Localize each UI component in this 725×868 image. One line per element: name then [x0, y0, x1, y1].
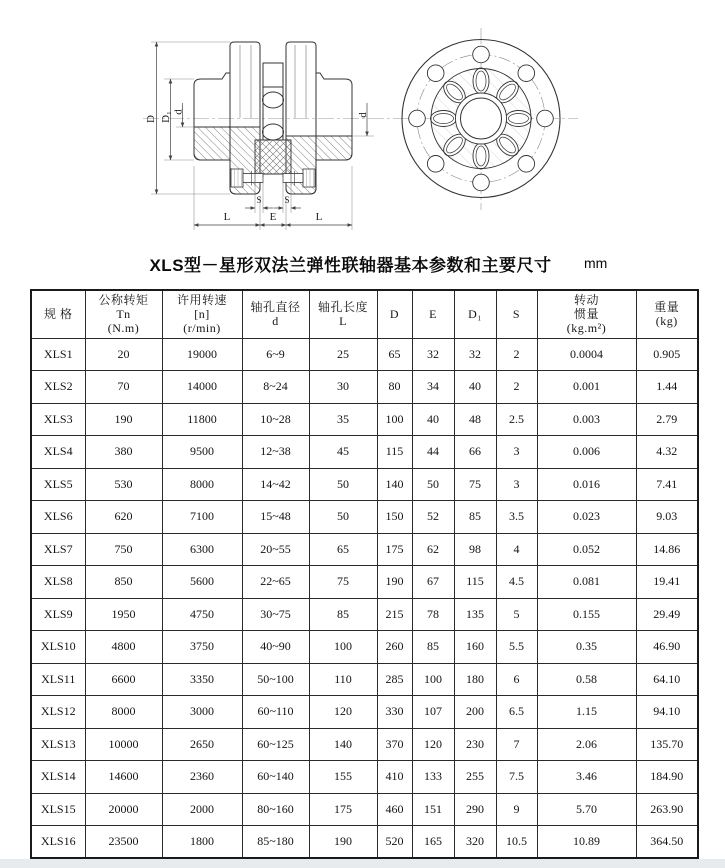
- value-cell: 85: [454, 501, 496, 534]
- dim-label-S-right: S: [284, 195, 290, 205]
- value-cell: 5600: [162, 566, 242, 599]
- value-cell: 100: [412, 663, 454, 696]
- value-cell: 6300: [162, 533, 242, 566]
- table-row: [31, 468, 698, 501]
- header-cell: 规 格: [31, 290, 85, 338]
- value-cell: 115: [377, 436, 412, 469]
- table-row: [31, 663, 698, 696]
- value-cell: 530: [85, 468, 162, 501]
- value-cell: 29.49: [636, 598, 698, 631]
- model-cell: XLS2: [31, 371, 85, 404]
- value-cell: 4750: [162, 598, 242, 631]
- value-cell: 2360: [162, 761, 242, 794]
- dim-label-D: D: [145, 115, 157, 123]
- model-cell: XLS16: [31, 826, 85, 859]
- value-cell: 50~100: [242, 663, 309, 696]
- value-cell: 0.0004: [537, 338, 636, 371]
- value-cell: 11800: [162, 403, 242, 436]
- value-cell: 3: [496, 436, 537, 469]
- value-cell: 165: [412, 826, 454, 859]
- spec-table: [30, 289, 699, 859]
- value-cell: 85~180: [242, 826, 309, 859]
- value-cell: 1800: [162, 826, 242, 859]
- value-cell: 80: [377, 371, 412, 404]
- table-row: [31, 696, 698, 729]
- value-cell: 10.89: [537, 826, 636, 859]
- value-cell: 9.03: [636, 501, 698, 534]
- value-cell: 0.006: [537, 436, 636, 469]
- table-row: [31, 793, 698, 826]
- value-cell: 215: [377, 598, 412, 631]
- value-cell: 65: [309, 533, 377, 566]
- table-row: [31, 533, 698, 566]
- value-cell: 2.06: [537, 728, 636, 761]
- header-cell: 许用转速 [n] (r/min): [162, 290, 242, 338]
- value-cell: 184.90: [636, 761, 698, 794]
- model-cell: XLS13: [31, 728, 85, 761]
- value-cell: 19.41: [636, 566, 698, 599]
- value-cell: 285: [377, 663, 412, 696]
- value-cell: 98: [454, 533, 496, 566]
- value-cell: 3750: [162, 631, 242, 664]
- table-row: [31, 761, 698, 794]
- value-cell: 110: [309, 663, 377, 696]
- header-cell: S: [496, 290, 537, 338]
- model-cell: XLS14: [31, 761, 85, 794]
- value-cell: 32: [454, 338, 496, 371]
- header-cell: 转动 惯量 (kg.m²): [537, 290, 636, 338]
- value-cell: 155: [309, 761, 377, 794]
- value-cell: 70: [85, 371, 162, 404]
- value-cell: 4.5: [496, 566, 537, 599]
- value-cell: 19000: [162, 338, 242, 371]
- value-cell: 32: [412, 338, 454, 371]
- value-cell: 7.5: [496, 761, 537, 794]
- value-cell: 4800: [85, 631, 162, 664]
- spec-table-body: [31, 338, 698, 858]
- model-cell: XLS3: [31, 403, 85, 436]
- value-cell: 370: [377, 728, 412, 761]
- value-cell: 75: [309, 566, 377, 599]
- value-cell: 133: [412, 761, 454, 794]
- value-cell: 175: [309, 793, 377, 826]
- value-cell: 25: [309, 338, 377, 371]
- value-cell: 40: [412, 403, 454, 436]
- value-cell: 46.90: [636, 631, 698, 664]
- value-cell: 0.003: [537, 403, 636, 436]
- header-cell: 公称转矩 Tn (N.m): [85, 290, 162, 338]
- dim-label-S-left: S: [256, 195, 262, 205]
- value-cell: 460: [377, 793, 412, 826]
- value-cell: 14.86: [636, 533, 698, 566]
- value-cell: 320: [454, 826, 496, 859]
- page-bottom-strip: [0, 859, 725, 868]
- value-cell: 2.5: [496, 403, 537, 436]
- value-cell: 62: [412, 533, 454, 566]
- value-cell: 0.001: [537, 371, 636, 404]
- value-cell: 94.10: [636, 696, 698, 729]
- dim-label-L-right: L: [315, 211, 323, 223]
- value-cell: 120: [412, 728, 454, 761]
- value-cell: 290: [454, 793, 496, 826]
- value-cell: 255: [454, 761, 496, 794]
- unit-label: mm: [584, 255, 608, 271]
- value-cell: 22~65: [242, 566, 309, 599]
- value-cell: 0.58: [537, 663, 636, 696]
- value-cell: 0.023: [537, 501, 636, 534]
- value-cell: 8~24: [242, 371, 309, 404]
- value-cell: 35: [309, 403, 377, 436]
- center-bore: [461, 98, 502, 139]
- table-row: [31, 436, 698, 469]
- value-cell: 15~48: [242, 501, 309, 534]
- model-cell: XLS6: [31, 501, 85, 534]
- value-cell: 50: [412, 468, 454, 501]
- value-cell: 620: [85, 501, 162, 534]
- value-cell: 100: [377, 403, 412, 436]
- header-cell: 轴孔长度 L: [309, 290, 377, 338]
- value-cell: 3: [496, 468, 537, 501]
- model-cell: XLS9: [31, 598, 85, 631]
- value-cell: 3350: [162, 663, 242, 696]
- value-cell: 7: [496, 728, 537, 761]
- dim-label-d-right: d: [357, 112, 369, 118]
- value-cell: 40: [454, 371, 496, 404]
- value-cell: 30~75: [242, 598, 309, 631]
- value-cell: 10.5: [496, 826, 537, 859]
- value-cell: 0.016: [537, 468, 636, 501]
- dimension-lines: [157, 42, 368, 225]
- table-row: [31, 631, 698, 664]
- table-row: [31, 371, 698, 404]
- front-view: [402, 28, 560, 210]
- value-cell: 1.44: [636, 371, 698, 404]
- value-cell: 20: [85, 338, 162, 371]
- value-cell: 10~28: [242, 403, 309, 436]
- value-cell: 3000: [162, 696, 242, 729]
- header-cell: 轴孔直径 d: [242, 290, 309, 338]
- value-cell: 14000: [162, 371, 242, 404]
- value-cell: 23500: [85, 826, 162, 859]
- value-cell: 100: [309, 631, 377, 664]
- value-cell: 10000: [85, 728, 162, 761]
- value-cell: 115: [454, 566, 496, 599]
- value-cell: 2: [496, 371, 537, 404]
- value-cell: 260: [377, 631, 412, 664]
- header-cell: D: [377, 290, 412, 338]
- header-cell: 重量 (kg): [636, 290, 698, 338]
- value-cell: 52: [412, 501, 454, 534]
- value-cell: 0.35: [537, 631, 636, 664]
- value-cell: 66: [454, 436, 496, 469]
- value-cell: 2.79: [636, 403, 698, 436]
- title-row: [0, 251, 725, 276]
- value-cell: 6600: [85, 663, 162, 696]
- coupling-technical-drawing: [0, 0, 725, 248]
- model-cell: XLS1: [31, 338, 85, 371]
- value-cell: 135.70: [636, 728, 698, 761]
- value-cell: 48: [454, 403, 496, 436]
- value-cell: 135: [454, 598, 496, 631]
- model-cell: XLS7: [31, 533, 85, 566]
- value-cell: 3.5: [496, 501, 537, 534]
- value-cell: 2: [496, 338, 537, 371]
- value-cell: 150: [377, 501, 412, 534]
- value-cell: 850: [85, 566, 162, 599]
- dim-label-E: E: [269, 211, 277, 223]
- table-row: [31, 566, 698, 599]
- value-cell: 5.5: [496, 631, 537, 664]
- value-cell: 85: [412, 631, 454, 664]
- value-cell: 14600: [85, 761, 162, 794]
- value-cell: 75: [454, 468, 496, 501]
- value-cell: 14~42: [242, 468, 309, 501]
- value-cell: 7.41: [636, 468, 698, 501]
- header-cell: D₁: [454, 290, 496, 338]
- value-cell: 12~38: [242, 436, 309, 469]
- value-cell: 6~9: [242, 338, 309, 371]
- value-cell: 44: [412, 436, 454, 469]
- value-cell: 410: [377, 761, 412, 794]
- value-cell: 330: [377, 696, 412, 729]
- value-cell: 190: [309, 826, 377, 859]
- table-row: [31, 501, 698, 534]
- model-cell: XLS5: [31, 468, 85, 501]
- page-title: XLS型－星形双法兰弹性联轴器基本参数和主要尺寸: [149, 256, 552, 275]
- value-cell: 20000: [85, 793, 162, 826]
- value-cell: 40~90: [242, 631, 309, 664]
- value-cell: 4.32: [636, 436, 698, 469]
- value-cell: 120: [309, 696, 377, 729]
- table-row: [31, 338, 698, 371]
- value-cell: 4: [496, 533, 537, 566]
- value-cell: 30: [309, 371, 377, 404]
- value-cell: 2650: [162, 728, 242, 761]
- value-cell: 5: [496, 598, 537, 631]
- value-cell: 190: [85, 403, 162, 436]
- value-cell: 67: [412, 566, 454, 599]
- model-cell: XLS10: [31, 631, 85, 664]
- value-cell: 1950: [85, 598, 162, 631]
- value-cell: 8000: [85, 696, 162, 729]
- model-cell: XLS4: [31, 436, 85, 469]
- value-cell: 263.90: [636, 793, 698, 826]
- table-row: [31, 728, 698, 761]
- table-row: [31, 598, 698, 631]
- value-cell: 1.15: [537, 696, 636, 729]
- model-cell: XLS12: [31, 696, 85, 729]
- value-cell: 0.155: [537, 598, 636, 631]
- value-cell: 78: [412, 598, 454, 631]
- value-cell: 160: [454, 631, 496, 664]
- model-cell: XLS11: [31, 663, 85, 696]
- value-cell: 80~160: [242, 793, 309, 826]
- value-cell: 45: [309, 436, 377, 469]
- value-cell: 200: [454, 696, 496, 729]
- value-cell: 60~110: [242, 696, 309, 729]
- value-cell: 9500: [162, 436, 242, 469]
- value-cell: 6.5: [496, 696, 537, 729]
- value-cell: 50: [309, 501, 377, 534]
- value-cell: 34: [412, 371, 454, 404]
- value-cell: 5.70: [537, 793, 636, 826]
- value-cell: 65: [377, 338, 412, 371]
- table-row: [31, 826, 698, 859]
- value-cell: 6: [496, 663, 537, 696]
- section-side-view: [194, 42, 352, 194]
- spec-table-head-row: [31, 290, 698, 338]
- value-cell: 20~55: [242, 533, 309, 566]
- value-cell: 520: [377, 826, 412, 859]
- value-cell: 0.905: [636, 338, 698, 371]
- value-cell: 85: [309, 598, 377, 631]
- value-cell: 60~140: [242, 761, 309, 794]
- value-cell: 3.46: [537, 761, 636, 794]
- value-cell: 7100: [162, 501, 242, 534]
- dim-label-L-left: L: [223, 211, 231, 223]
- value-cell: 107: [412, 696, 454, 729]
- dim-label-D1: D₁: [160, 111, 172, 123]
- table-row: [31, 403, 698, 436]
- value-cell: 750: [85, 533, 162, 566]
- value-cell: 60~125: [242, 728, 309, 761]
- value-cell: 175: [377, 533, 412, 566]
- header-cell: E: [412, 290, 454, 338]
- value-cell: 64.10: [636, 663, 698, 696]
- model-cell: XLS8: [31, 566, 85, 599]
- value-cell: 151: [412, 793, 454, 826]
- value-cell: 190: [377, 566, 412, 599]
- value-cell: 380: [85, 436, 162, 469]
- model-cell: XLS15: [31, 793, 85, 826]
- dim-label-d-left: d: [172, 109, 185, 115]
- value-cell: 364.50: [636, 826, 698, 859]
- value-cell: 9: [496, 793, 537, 826]
- value-cell: 50: [309, 468, 377, 501]
- value-cell: 180: [454, 663, 496, 696]
- value-cell: 140: [377, 468, 412, 501]
- value-cell: 2000: [162, 793, 242, 826]
- value-cell: 8000: [162, 468, 242, 501]
- value-cell: 230: [454, 728, 496, 761]
- value-cell: 140: [309, 728, 377, 761]
- value-cell: 0.081: [537, 566, 636, 599]
- value-cell: 0.052: [537, 533, 636, 566]
